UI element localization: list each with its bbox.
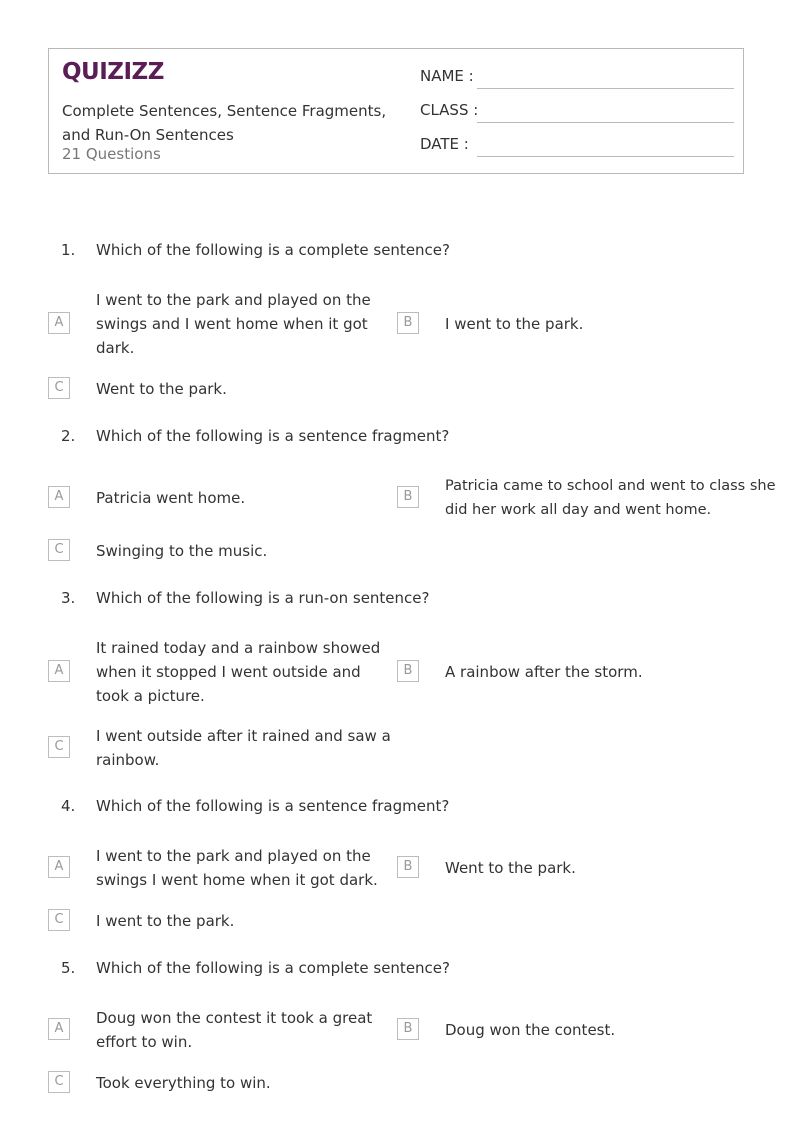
option-letter-box[interactable]: C: [48, 377, 70, 399]
option-letter-box[interactable]: A: [48, 856, 70, 878]
worksheet-header: [48, 48, 744, 174]
question-text: Which of the following is a sentence fragment?: [96, 797, 450, 815]
option-text: It rained today and a rainbow showed when it stopped I went outside and took a picture.: [96, 639, 381, 705]
option-text: Patricia went home.: [96, 489, 246, 507]
question-text: Which of the following is a run-on sentence?: [96, 589, 430, 607]
option-letter-box[interactable]: B: [397, 660, 419, 682]
date-label: DATE :: [420, 135, 469, 153]
option-letter-box[interactable]: B: [397, 1018, 419, 1040]
option-text: I went to the park.: [445, 315, 584, 333]
option-text: Swinging to the music.: [96, 542, 268, 560]
question-text: Which of the following is a sentence fragment?: [96, 427, 450, 445]
class-field[interactable]: [420, 101, 734, 125]
option-letter-box[interactable]: A: [48, 486, 70, 508]
option-letter-box[interactable]: C: [48, 539, 70, 561]
option-text: I went to the park and played on the swings and I went home when it got dark.: [96, 291, 371, 357]
name-label: NAME :: [420, 67, 474, 85]
option-letter-box[interactable]: A: [48, 1018, 70, 1040]
question-number: 4.: [61, 797, 76, 815]
worksheet-title: Complete Sentences, Sentence Fragments, and Run-On Sentences: [62, 102, 387, 144]
class-label: CLASS :: [420, 101, 479, 119]
option-letter-box[interactable]: B: [397, 312, 419, 334]
option-letter-box[interactable]: C: [48, 909, 70, 931]
question-number: 2.: [61, 427, 76, 445]
option-text: A rainbow after the storm.: [445, 663, 643, 681]
question-number: 1.: [61, 241, 76, 259]
option-letter-box[interactable]: C: [48, 1071, 70, 1093]
option-letter-box[interactable]: A: [48, 660, 70, 682]
option-letter-box[interactable]: C: [48, 736, 70, 758]
option-text: Went to the park.: [96, 380, 227, 398]
option-text: Patricia came to school and went to class she did her work all day and went home.: [445, 478, 776, 518]
name-line[interactable]: [477, 88, 734, 89]
option-letter-box[interactable]: B: [397, 486, 419, 508]
option-letter-box[interactable]: B: [397, 856, 419, 878]
question-text: Which of the following is a complete sentence?: [96, 241, 450, 259]
quizizz-logo: QUIZIZZ: [62, 59, 164, 85]
name-field[interactable]: [420, 67, 734, 91]
question-count: 21 Questions: [62, 145, 161, 163]
question-number: 5.: [61, 959, 76, 977]
option-text: Went to the park.: [445, 859, 576, 877]
date-field[interactable]: [420, 135, 734, 159]
class-line[interactable]: [477, 122, 734, 123]
option-letter-box[interactable]: A: [48, 312, 70, 334]
option-text: Doug won the contest it took a great effort to win.: [96, 1009, 373, 1051]
option-text: I went to the park and played on the swings I went home when it got dark.: [96, 847, 378, 889]
option-text: Took everything to win.: [96, 1074, 271, 1092]
date-line[interactable]: [477, 156, 734, 157]
option-text: Doug won the contest.: [445, 1021, 616, 1039]
option-text: I went to the park.: [96, 912, 235, 930]
question-number: 3.: [61, 589, 76, 607]
question-text: Which of the following is a complete sentence?: [96, 959, 450, 977]
option-text: I went outside after it rained and saw a rainbow.: [96, 727, 391, 769]
